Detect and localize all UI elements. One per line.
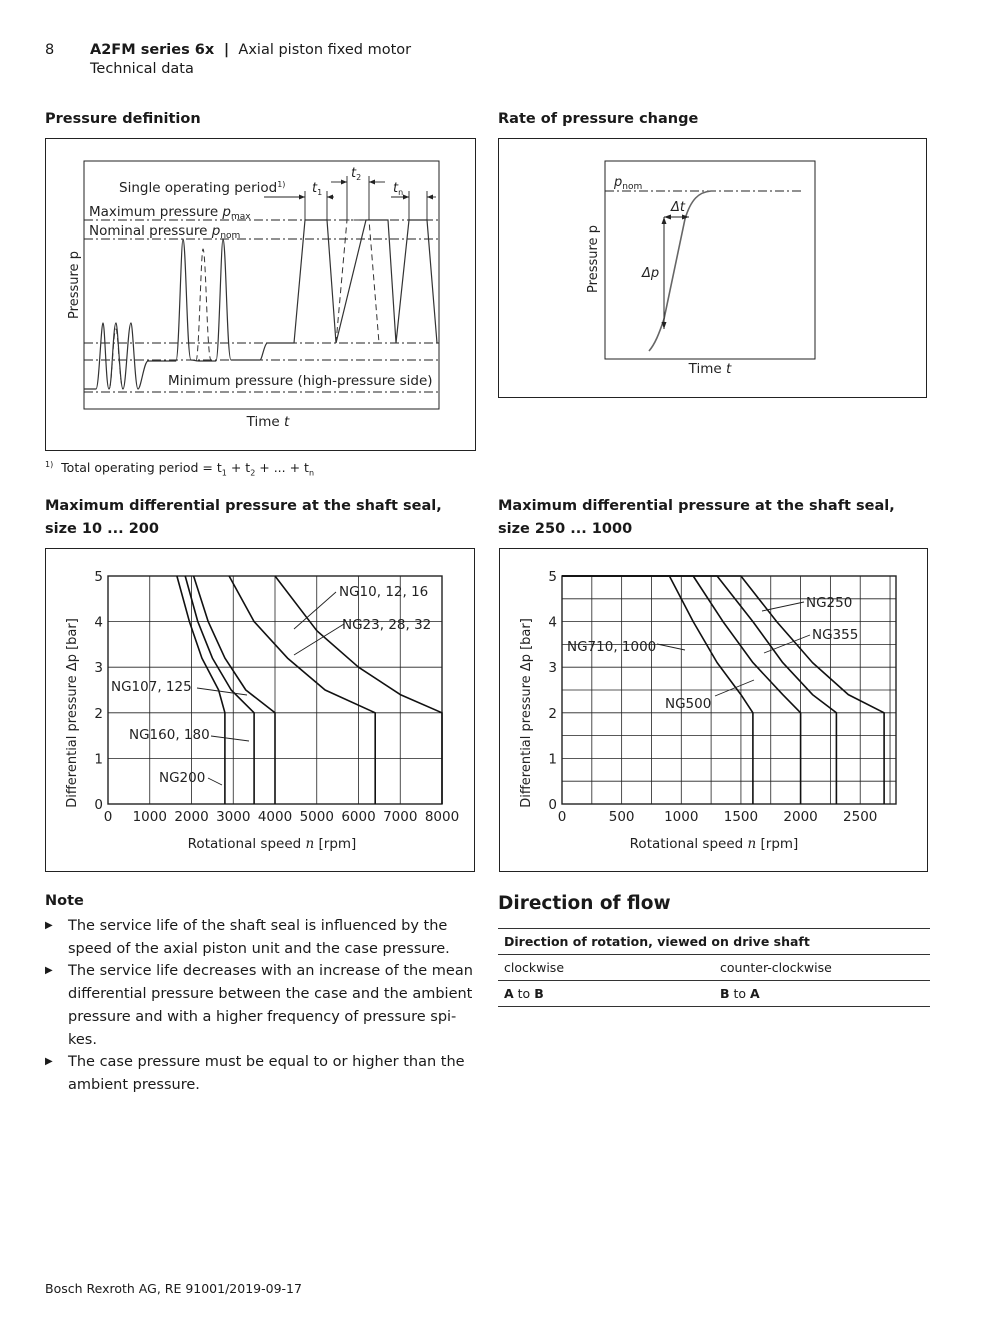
x-tick-label: 8000 bbox=[424, 809, 460, 825]
series-name: A2FM series 6x bbox=[90, 42, 215, 58]
y-tick-label: 5 bbox=[548, 569, 557, 585]
rate-of-pressure-change-diagram bbox=[499, 139, 926, 397]
chart-right-leaders bbox=[657, 602, 810, 696]
page-footer: Bosch Rexroth AG, RE 91001/2019-09-17 bbox=[45, 1281, 302, 1296]
tn-label: $t_n$ bbox=[393, 181, 404, 197]
shaft-seal-chart-small-sizes bbox=[45, 548, 475, 872]
x-tick-label: 500 bbox=[608, 809, 635, 825]
chart-left-x-label: Rotational speed n [rpm] bbox=[187, 836, 357, 852]
y-tick-label: 4 bbox=[548, 614, 557, 631]
note-heading: Note bbox=[45, 893, 84, 909]
right-chart-heading-line2: size 250 ... 1000 bbox=[498, 521, 633, 537]
note-item: ▶ The service life decreases with an increase of the mean differential pressure between the case and the ambient pressure and with a higher frequency of pressure spi-kes. bbox=[45, 960, 485, 1051]
pnom-label: $p_{nom}$ bbox=[614, 175, 643, 192]
left-chart-heading-line1: Maximum differential pressure at the shaft seal, bbox=[45, 498, 442, 514]
document-title bbox=[90, 42, 411, 58]
y-tick-label: 3 bbox=[94, 660, 103, 677]
x-tick-label: 6000 bbox=[341, 809, 376, 825]
note-item: ▶ The service life of the shaft seal is influenced by the speed of the axial piston unit and the case pressure. bbox=[45, 915, 485, 960]
y-tick-label: 0 bbox=[548, 797, 557, 813]
table-header-row bbox=[498, 929, 930, 955]
y-tick-label: 1 bbox=[94, 751, 103, 768]
t2-label: $t_2$ bbox=[351, 166, 362, 182]
series-line bbox=[229, 576, 375, 804]
y-tick-label: 2 bbox=[94, 705, 103, 722]
table-row bbox=[498, 981, 930, 1007]
rate-pressure-y-axis-label: Pressure p bbox=[586, 225, 601, 293]
table-cell-clockwise: clockwise bbox=[498, 955, 714, 981]
note-list bbox=[45, 915, 485, 1097]
chart-left-y-label: Differential pressure Δp [bar] bbox=[65, 618, 80, 808]
x-tick-label: 1500 bbox=[723, 809, 759, 825]
chart-right-svg bbox=[500, 549, 927, 871]
label-ng200: NG200 bbox=[159, 770, 206, 786]
title-separator: | bbox=[223, 42, 230, 58]
series-line bbox=[194, 576, 275, 804]
y-tick-label: 3 bbox=[548, 660, 557, 677]
x-tick-label: 4000 bbox=[257, 809, 293, 825]
minimum-pressure-label: Minimum pressure (high-pressure side) bbox=[168, 373, 433, 389]
x-tick-label: 2000 bbox=[174, 809, 209, 825]
table-row bbox=[498, 955, 930, 981]
rate-time-x-axis-label: Time t bbox=[688, 361, 732, 377]
x-tick-label: 1000 bbox=[664, 809, 699, 825]
pressure-definition-figure bbox=[45, 138, 476, 451]
single-operating-period-label: Single operating period$^{1)}$ bbox=[119, 180, 286, 196]
label-ng710: NG710, 1000 bbox=[567, 639, 657, 655]
left-chart-heading-line2: size 10 ... 200 bbox=[45, 521, 159, 537]
delta-p-label: Δp bbox=[642, 266, 660, 281]
direction-of-flow-table bbox=[498, 928, 930, 1007]
product-name: Axial piston fixed motor bbox=[238, 42, 412, 58]
x-tick-label: 0 bbox=[103, 809, 113, 825]
x-tick-label: 2000 bbox=[783, 809, 818, 825]
table-cell-a-to-b: A to B bbox=[498, 981, 714, 1007]
t1-label: $t_1$ bbox=[312, 181, 323, 197]
x-tick-label: 5000 bbox=[299, 809, 334, 825]
label-ng10: NG10, 12, 16 bbox=[339, 584, 429, 600]
x-tick-label: 0 bbox=[557, 809, 567, 825]
maximum-pressure-label: Maximum pressure $p_{max}$ bbox=[89, 204, 251, 222]
label-ng107: NG107, 125 bbox=[111, 679, 192, 695]
pressure-definition-heading: Pressure definition bbox=[45, 111, 201, 127]
y-tick-label: 1 bbox=[548, 751, 557, 768]
direction-of-flow-heading: Direction of flow bbox=[498, 893, 671, 914]
right-chart-heading-line1: Maximum differential pressure at the shaft seal, bbox=[498, 498, 895, 514]
x-tick-label: 3000 bbox=[216, 809, 251, 825]
chart-left-curves bbox=[177, 576, 442, 804]
label-ng355: NG355 bbox=[812, 627, 859, 643]
label-ng160: NG160, 180 bbox=[129, 727, 210, 743]
table-cell-b-to-a: B to A bbox=[714, 981, 930, 1007]
x-tick-label: 1000 bbox=[132, 809, 167, 825]
y-tick-label: 5 bbox=[94, 569, 103, 585]
table-cell-counter-clockwise: counter-clockwise bbox=[714, 955, 930, 981]
rate-of-pressure-change-heading: Rate of pressure change bbox=[498, 111, 699, 127]
pressure-y-axis-label: Pressure p bbox=[67, 251, 82, 319]
chart-left-svg bbox=[46, 549, 474, 871]
table-header-cell: Direction of rotation, viewed on drive shaft bbox=[498, 929, 930, 955]
delta-t-label: Δt bbox=[671, 200, 685, 215]
y-tick-label: 4 bbox=[94, 614, 103, 631]
label-ng250: NG250 bbox=[806, 595, 853, 611]
page-number: 8 bbox=[45, 42, 55, 58]
chart-right-y-label: Differential pressure Δp [bar] bbox=[519, 618, 534, 808]
y-tick-label: 2 bbox=[548, 705, 557, 722]
chart-right-x-label: Rotational speed n [rpm] bbox=[629, 836, 799, 852]
x-tick-label: 7000 bbox=[383, 809, 418, 825]
rate-of-pressure-change-figure bbox=[498, 138, 927, 398]
shaft-seal-chart-large-sizes bbox=[499, 548, 928, 872]
label-ng500: NG500 bbox=[665, 696, 712, 712]
pressure-definition-diagram bbox=[46, 139, 475, 450]
footnote: $^{1)}$ Total operating period = $t_1 + t_2$ + ... + $t_n$ bbox=[45, 460, 315, 478]
chart-left-leaders bbox=[197, 592, 344, 785]
nominal-pressure-label: Nominal pressure $p_{nom}$ bbox=[89, 223, 241, 241]
x-tick-label: 2500 bbox=[843, 809, 878, 825]
time-x-axis-label: Time t bbox=[246, 414, 290, 430]
label-ng23: NG23, 28, 32 bbox=[342, 617, 432, 633]
note-item: ▶ The case pressure must be equal to or higher than the ambient pressure. bbox=[45, 1051, 485, 1096]
section-name: Technical data bbox=[90, 61, 194, 77]
y-tick-label: 0 bbox=[94, 797, 103, 813]
